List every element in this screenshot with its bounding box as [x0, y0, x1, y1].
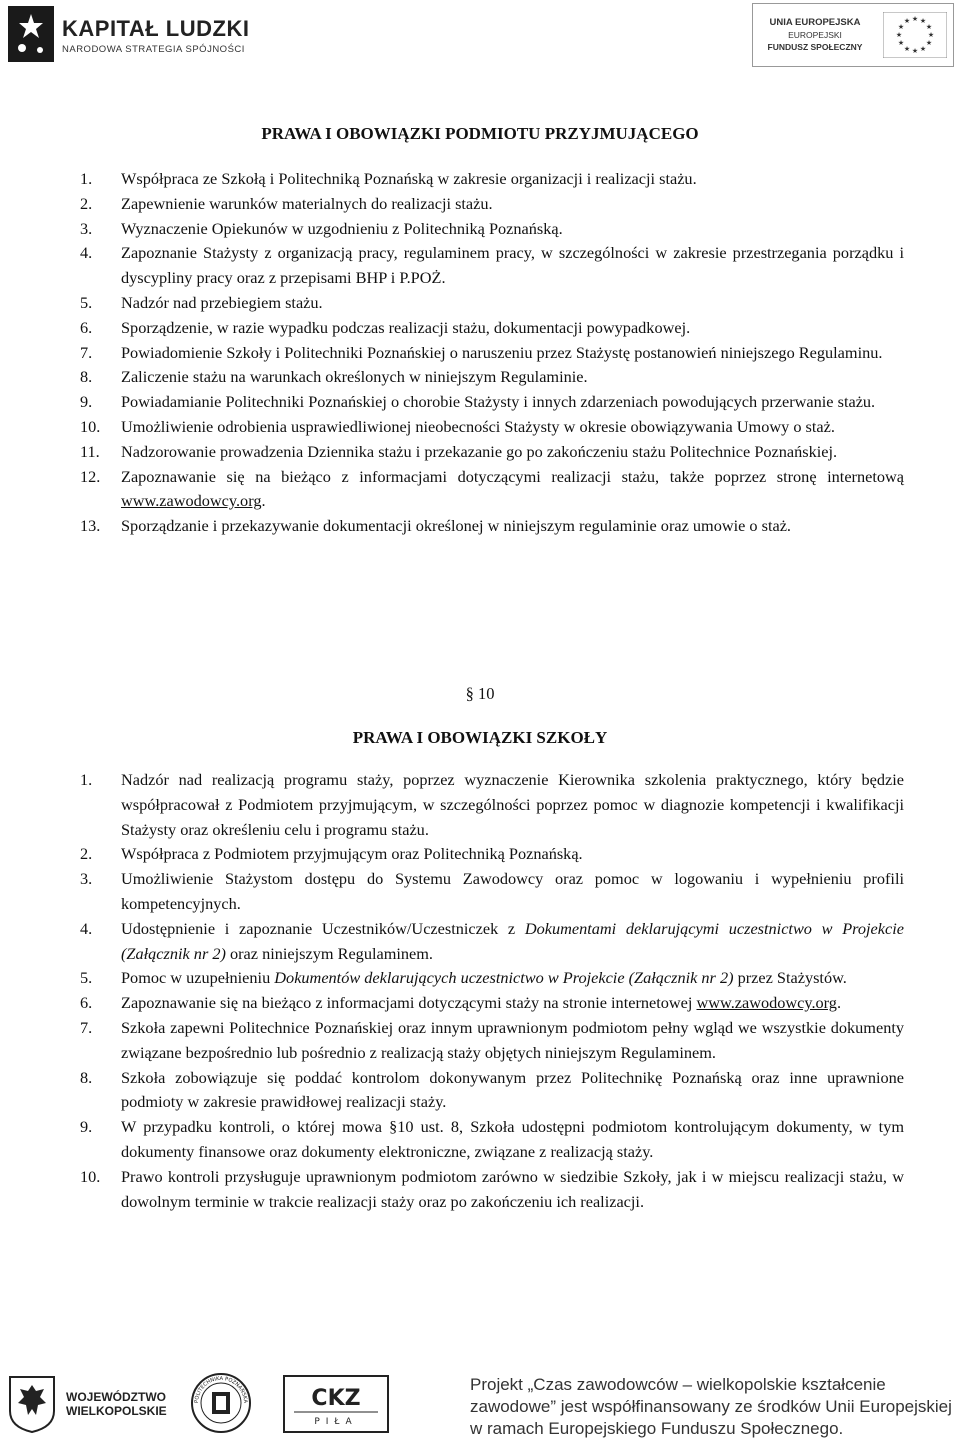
svg-text:★: ★ — [911, 47, 919, 55]
eu-flag-icon — [883, 12, 947, 58]
seal-text: POLITECHNIKA POZNAŃSKA — [193, 1375, 249, 1404]
list-item: 13. Sporządzanie i przekazywanie dokumentacji określonej w niniejszym regulaminie oraz umowie o staż. — [80, 516, 792, 536]
eu-logo-line1: UNIA EUROPEJSKA — [769, 17, 861, 28]
svg-text:★: ★ — [911, 15, 919, 23]
section1-heading: PRAWA I OBOWIĄZKI PODMIOTU PRZYJMUJĄCEGO — [261, 124, 699, 143]
list-item: 2. Zapewnienie warunków materialnych do realizacji stażu. — [80, 193, 493, 213]
list-item: 9. Powiadamianie Politechniki Poznańskiej o chorobie Stażysty i innych zdarzeniach powodujących przerwanie stażu. — [80, 392, 876, 412]
list-item: 3. Umożliwienie Stażystom dostępu do Systemu Zawodowcy oraz pomoc w logowaniu i wypełnieniu profili kompetencyjnych. — [80, 869, 904, 913]
list-item: 1. Współpraca ze Szkołą i Politechniką Poznańską w zakresie organizacji i realizacji stażu. — [80, 169, 697, 188]
section1-list — [80, 167, 904, 539]
svg-text:★: ★ — [903, 45, 911, 53]
zawodowcy-link[interactable]: www.zawodowcy.org — [696, 993, 837, 1013]
svg-text:★: ★ — [919, 17, 927, 25]
list-item: 7. Szkoła zapewni Politechnice Poznańskiej oraz innym uprawnionym podmiotom pełny wgląd we wszystkie dokumenty związane bezpośrednio lub pośrednio z realizacją staży objętych niniejszym Regulaminem. — [80, 1017, 904, 1062]
section2-heading: PRAWA I OBOWIĄZKI SZKOŁY — [352, 728, 608, 747]
svg-text:★: ★ — [925, 39, 933, 47]
ckz-pila-logo — [282, 1374, 390, 1434]
svg-text:★: ★ — [919, 45, 927, 53]
eagle-crest-icon — [8, 1375, 56, 1433]
list-item: 6. Zapoznawanie się na bieżąco z informacjami dotyczącymi staży na stronie internetowej www.zawodowcy.org. — [80, 993, 842, 1013]
footer-logos — [0, 1370, 440, 1440]
list-item: 4. Udostępnienie i zapoznanie Uczestników/Uczestniczek z Dokumentami deklarującymi uczestnictwo w Projekcie (Załącznik nr 2) oraz niniejszym Regulaminem. — [80, 918, 904, 963]
eu-efs-logo — [752, 3, 954, 67]
kapital-ludzki-emblem-icon — [8, 6, 54, 62]
list-item: 10. Umożliwienie odrobienia usprawiedliwionej nieobecności Stażysty w okresie obowiązywania Umowy o staż. — [80, 416, 835, 436]
list-item: 9. W przypadku kontroli, o której mowa §10 ust. 8, Szkoła udostępni podmiotom kontrolującym dokumenty, w tym dokumenty finansowe oraz dokumenty elektroniczne, związane z realizacją staży. — [80, 1117, 904, 1161]
woj-line2: WIELKOPOLSKIE — [66, 1404, 167, 1418]
eu-logo-line3: FUNDUSZ SPOŁECZNY — [767, 42, 863, 52]
list-item: 8. Szkoła zobowiązuje się poddać kontrolom dokonywanym przez Politechnikę Poznańską oraz inne uprawnione podmioty w zakresie prawidłowej realizacji staży. — [80, 1067, 904, 1112]
list-item: 4. Zapoznanie Stażysty z organizacją pracy, regulaminem pracy, w szczególności w zakresie przestrzegania porządku i dyscypliny pracy oraz z przepisami BHP i P.POŻ. — [80, 243, 904, 288]
footer-project-text: Projekt „Czas zawodowców – wielkopolskie kształcenie zawodowe” jest współfinansowany ze środków Unii Europejskiej w ramach Europejskiego Funduszu Społecznego. — [470, 1375, 952, 1438]
svg-text:★: ★ — [895, 31, 903, 39]
eu-logo-line2: EUROPEJSKI — [788, 30, 842, 40]
svg-text:★: ★ — [925, 23, 933, 31]
kapital-ludzki-title: KAPITAŁ LUDZKI — [62, 16, 250, 41]
kapital-ludzki-subtitle: NARODOWA STRATEGIA SPÓJNOŚCI — [62, 44, 245, 55]
svg-text:★: ★ — [903, 17, 911, 25]
woj-line1: WOJEWÓDZTWO — [66, 1390, 166, 1404]
list-item: 10. Prawo kontroli przysługuje uprawnionym podmiotom zarówno w siedzibie Szkoły, jak i w miejscu realizacji stażu, w dowolnym terminie w trakcie realizacji staży oraz po zakończeniu ich realizacji. — [80, 1166, 904, 1211]
paragraph-number: § 10 — [465, 684, 495, 703]
svg-text:★: ★ — [897, 23, 905, 31]
ckz-name: CKZ — [311, 1386, 361, 1411]
ckz-city: PIŁA — [314, 1417, 358, 1427]
university-seal-icon — [190, 1372, 252, 1434]
list-item: 5. Nadzór nad przebiegiem stażu. — [80, 292, 323, 312]
list-item: 3. Wyznaczenie Opiekunów w uzgodnieniu z Politechniką Poznańską. — [80, 218, 563, 238]
list-item: 12. Zapoznawanie się na bieżąco z informacjami dotyczącymi realizacji stażu, także poprzez stronę internetową www.zawodowcy.org. — [80, 466, 904, 511]
list-item: 11. Nadzorowanie prowadzenia Dziennika stażu i przekazanie go po zakończeniu stażu Politechnice Poznańskiej. — [80, 441, 838, 461]
list-item: 2. Współpraca z Podmiotem przyjmującym oraz Politechniką Poznańską. — [80, 844, 583, 864]
svg-text:★: ★ — [897, 39, 905, 47]
list-item: 6. Sporządzenie, w razie wypadku podczas realizacji stażu, dokumentacji powypadkowej. — [80, 317, 691, 337]
kapital-ludzki-logo — [0, 0, 260, 70]
list-item: 8. Zaliczenie stażu na warunkach określonych w niniejszym Regulaminie. — [80, 367, 588, 387]
list-item: 5. Pomoc w uzupełnieniu Dokumentów deklarujących uczestnictwo w Projekcie (Załącznik nr 2) przez Stażystów. — [80, 968, 847, 988]
zawodowcy-link[interactable]: www.zawodowcy.org — [121, 491, 262, 511]
section2-list — [80, 768, 904, 1214]
list-item: 7. Powiadomienie Szkoły i Politechniki Poznańskiej o naruszeniu przez Stażystę postanowień niniejszego Regulaminu. — [80, 342, 883, 362]
svg-text:★: ★ — [927, 31, 935, 39]
list-item: 1. Nadzór nad realizacją programu staży, poprzez wyznaczenie Kierownika szkolenia praktycznego, który będzie współpracował z Podmiotem przyjmującym, w szczególności poprzez pomoc w diagnozie kompetencji i kwalifikacji Stażysty oraz określeniu celu i programu stażu. — [80, 770, 904, 839]
